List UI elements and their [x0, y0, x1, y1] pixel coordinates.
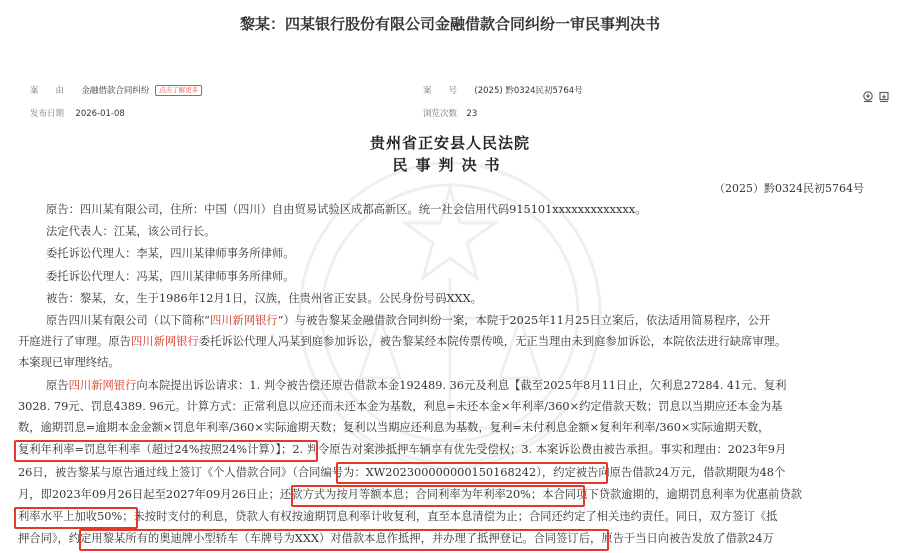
text-span: 法定代表人：江某，该公司行长。	[46, 225, 216, 238]
text-span: 利率水平上加收50%；未按时支付的利息，贷款人有权按逾期罚息利率计收复利，直至本息清偿为止；合同还约定了相关违约责任。同日，双方签订《抵	[18, 510, 778, 523]
text-span: 3028. 79元、罚息4389. 96元。计算方式：正常利息以应还而未还本金为基数，利息=未还本金×年利率/360×约定借款天数；罚息以当期应还本金为基	[18, 400, 783, 413]
paragraph-case-intro-line-1	[18, 312, 888, 330]
paragraph-claims-line-7	[18, 508, 888, 526]
paragraph-agent-2	[18, 268, 888, 286]
text-span: 委托诉讼代理人：冯某，四川某律师事务所律师。	[46, 270, 295, 283]
paragraph-plaintiff	[18, 201, 888, 219]
publish-date-value: 2026-01-08	[75, 109, 125, 119]
text-span: 数，逾期罚息=逾期本金金额×罚息年利率/360×实际逾期天数；复利以当期应还利息为基数，复利=未付利息金额×复利年利率/360×实际逾期天数，	[18, 421, 770, 434]
highlight-box-compound-rate	[14, 440, 318, 462]
case-type-label: 案 由	[30, 86, 65, 96]
document-type: 民事判决书	[392, 156, 508, 174]
text-span: 委托诉讼代理人冯某到庭参加诉讼，被告黎某经本院传票传唤，无正当理由未到庭参加诉讼，本院依法进行缺席审理。	[198, 335, 787, 348]
text-span: 向本院提出诉讼请求：1. 判令被告偿还原告借款本金192489. 36元及利息【截至2025年8月11日止，欠利息27284. 41元、复利	[136, 379, 787, 392]
case-type-row	[30, 84, 202, 96]
text-span: 被告：黎某，女，生于1986年12月1日，汉族，住贵州省正安县。公民身份号码XXX。	[46, 292, 482, 305]
text-span: 复利年利率=罚息年利率（超过24%按照24%计算）】；2. 判令原告对案涉抵押车辆享有优先受偿权；3. 本案诉讼费由被告承担。事实和理由：2023年9月	[18, 443, 787, 456]
paragraph-case-intro-line-3	[18, 354, 888, 372]
paragraph-claims-line-3	[18, 419, 888, 437]
views-label: 浏览次数	[423, 109, 458, 119]
judgment-case-number: （2025）黔0324民初5764号	[714, 182, 864, 195]
text-span: 原告：四川某有限公司，住所：中国（四川）自由贸易试验区成都高新区。统一社会信用代码915101xxxxxxxxxxxxx。	[46, 203, 647, 216]
learn-more-button[interactable]: 点击了解更多	[155, 85, 202, 96]
publish-date-row	[30, 107, 125, 119]
paragraph-defendant	[18, 290, 888, 308]
highlight-box-mortgage	[79, 529, 609, 551]
highlight-box-penalty-rate	[14, 507, 138, 529]
text-span: 开庭进行了审理。原告	[18, 335, 131, 348]
bank-name-highlight: 四川新网银行	[68, 379, 137, 392]
bank-name-highlight: 四川新网银行	[130, 335, 199, 348]
paragraph-agent-1	[18, 245, 888, 263]
text-span: 月，即2023年09月26日起至2027年09月26日止；还款方式为按月等额本息；合同利率为年利率20%；本合同项下贷款逾期的，逾期罚息利率为优惠前贷款	[18, 488, 803, 501]
highlight-box-contract-number	[336, 462, 608, 484]
text-span: 委托诉讼代理人：李某，四川某律师事务所律师。	[46, 247, 295, 260]
paragraph-legal-rep	[18, 223, 888, 241]
case-no-row	[423, 84, 583, 96]
case-no-value: (2025) 黔0324民初5764号	[474, 86, 583, 96]
text-span: 26日，被告黎某与原告通过线上签订《个人借款合同》（合同编号为：XW202300000000150168242），约定被告向原告借款24万元，借款期限为48个	[18, 466, 786, 479]
paragraph-claims-line-2	[18, 398, 888, 416]
paragraph-claims-line-1	[18, 377, 888, 395]
highlight-box-repayment-terms	[291, 485, 585, 507]
bank-name-highlight: 四川新网银行	[209, 314, 278, 327]
text-span: ”）与被告黎某金融借款合同纠纷一案，本院于2025年11月25日立案后，依法适用简易程序，公开	[277, 314, 771, 327]
court-name: 贵州省正安县人民法院	[369, 134, 530, 152]
download-icon[interactable]	[878, 91, 890, 103]
views-row	[423, 107, 477, 119]
text-span: 本案现已审理终结。	[18, 356, 120, 369]
paragraph-case-intro-line-2	[18, 333, 888, 351]
views-value: 23	[466, 109, 478, 119]
text-span: 原告	[46, 379, 69, 392]
text-span: 押合同》，约定用黎某所有的奥迪牌小型轿车（车牌号为XXX）对借款本息作抵押，并办理了抵押登记。合同签订后，原告于当日向被告发放了借款24万	[18, 532, 774, 545]
text-span: 原告四川某有限公司（以下简称“	[46, 314, 210, 327]
case-type-value: 金融借款合同纠纷	[81, 86, 150, 96]
share-icon[interactable]	[862, 91, 874, 103]
case-no-label: 案 号	[423, 86, 458, 96]
publish-date-label: 发布日期	[30, 109, 65, 119]
document-title: 黎某：四某银行股份有限公司金融借款合同纠纷一审民事判决书	[239, 15, 660, 33]
